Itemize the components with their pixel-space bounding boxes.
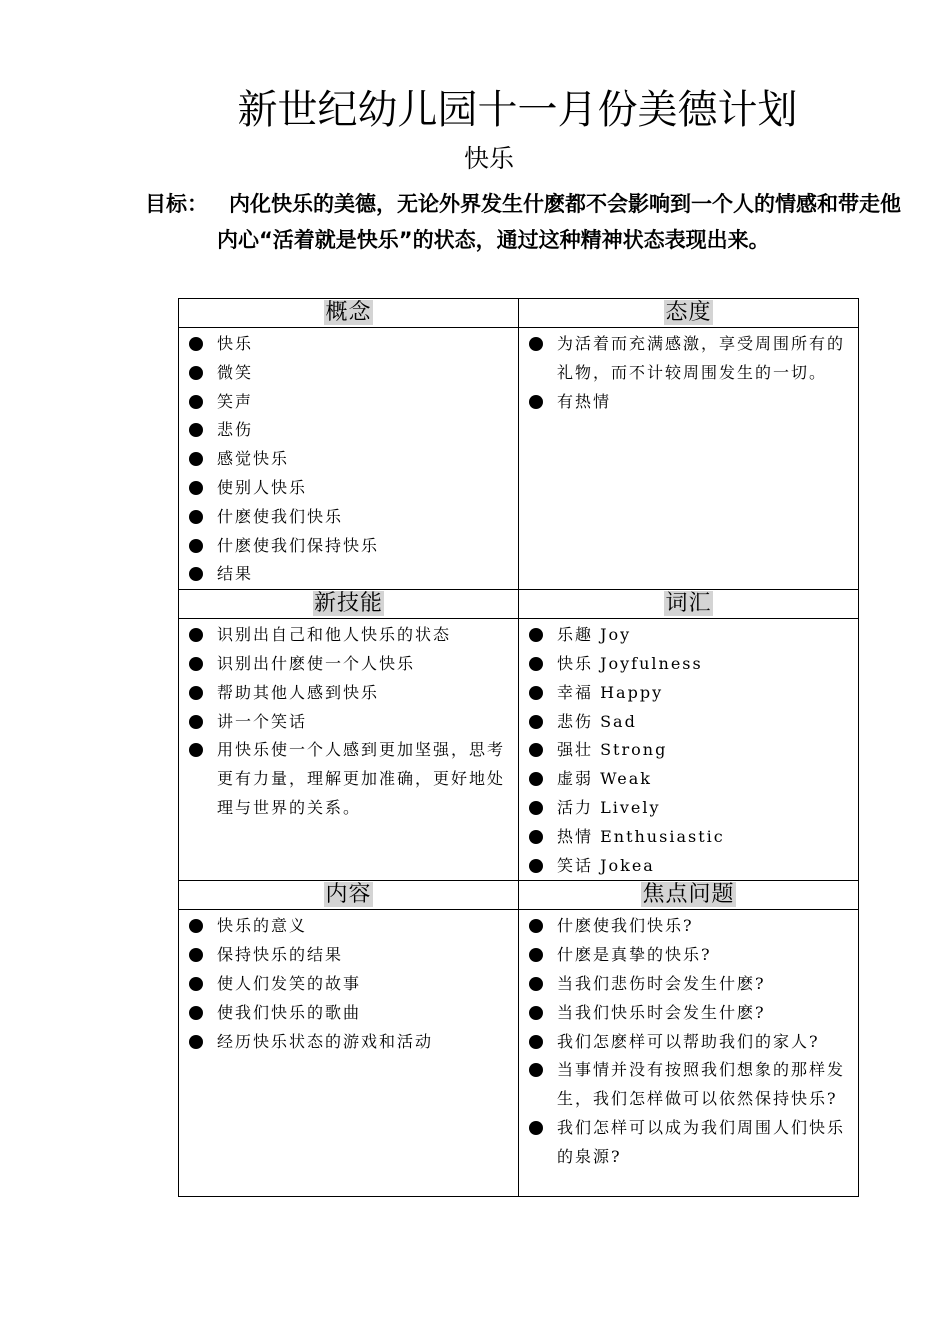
- list-item: 当事情并没有按照我们想象的那样发生，我们怎样做可以依然保持快乐?: [529, 1056, 854, 1114]
- list-item: 为活着而充满感激，享受周围所有的礼物，而不计较周围发生的一切。: [529, 330, 854, 388]
- concepts-heading-cell: [179, 299, 519, 328]
- list-item: 乐趣 Joy: [529, 621, 854, 650]
- list-item: 使我们快乐的歌曲: [189, 999, 514, 1028]
- list-item: 活力 Lively: [529, 794, 854, 823]
- goal-label: 目标：: [145, 192, 208, 216]
- list-item: 悲伤 Sad: [529, 708, 854, 737]
- list-item: 用快乐使一个人感到更加坚强，思考更有力量，理解更加准确，更好地处理与世界的关系。: [189, 736, 514, 822]
- list-item: 帮助其他人感到快乐: [189, 679, 514, 708]
- content-cell: [179, 910, 519, 1197]
- list-item: 什麽是真挚的快乐?: [529, 941, 854, 970]
- list-item: 识别出自己和他人快乐的状态: [189, 621, 514, 650]
- list-item: 笑声: [189, 388, 514, 417]
- list-item: 有热情: [529, 388, 854, 417]
- vocabulary-cell: [519, 619, 859, 881]
- questions-list: [519, 910, 858, 1171]
- list-item: 结果: [189, 560, 514, 589]
- skills-list: [179, 619, 518, 823]
- page-subtitle: 快乐: [463, 144, 514, 173]
- list-item: 讲一个笑话: [189, 708, 514, 737]
- questions-cell: [519, 910, 859, 1197]
- page-title: 新世纪幼儿园十一月份美德计划: [237, 87, 798, 133]
- attitude-heading: 态度: [665, 300, 712, 325]
- vocabulary-heading-cell: [519, 590, 859, 619]
- list-item: 强壮 Strong: [529, 736, 854, 765]
- list-item: 什麽使我们保持快乐: [189, 532, 514, 561]
- list-item: 什麽使我们快乐?: [529, 912, 854, 941]
- content-heading: 内容: [325, 882, 372, 908]
- concepts-list: [179, 328, 518, 589]
- list-item: 快乐 Joyfulness: [529, 650, 854, 679]
- list-item: 幸福 Happy: [529, 679, 854, 708]
- list-item: 微笑: [189, 359, 514, 388]
- concepts-cell: [179, 328, 519, 590]
- list-item: 悲伤: [189, 416, 514, 445]
- skills-heading: 新技能: [313, 591, 383, 617]
- vocabulary-heading: 词汇: [665, 591, 712, 617]
- list-item: 快乐的意义: [189, 912, 514, 941]
- content-heading-cell: [179, 881, 519, 910]
- list-item: 我们怎样可以成为我们周围人们快乐的泉源?: [529, 1114, 854, 1172]
- attitude-list: [519, 328, 858, 416]
- list-item: 识别出什麽使一个人快乐: [189, 650, 514, 679]
- list-item: 使人们发笑的故事: [189, 970, 514, 999]
- content-list: [179, 910, 518, 1056]
- list-item: 笑话 Jokea: [529, 852, 854, 881]
- plan-table: [178, 298, 859, 1197]
- attitude-heading-cell: [519, 299, 859, 328]
- list-item: 感觉快乐: [189, 445, 514, 474]
- list-item: 当我们快乐时会发生什麽?: [529, 999, 854, 1028]
- questions-heading-cell: [519, 881, 859, 910]
- skills-cell: [179, 619, 519, 881]
- list-item: 虚弱 Weak: [529, 765, 854, 794]
- list-item: 当我们悲伤时会发生什麽?: [529, 970, 854, 999]
- list-item: 热情 Enthusiastic: [529, 823, 854, 852]
- vocabulary-list: [519, 619, 858, 880]
- skills-heading-cell: [179, 590, 519, 619]
- list-item: 我们怎麽样可以帮助我们的家人?: [529, 1028, 854, 1057]
- list-item: 什麽使我们快乐: [189, 503, 514, 532]
- goal-text: 内化快乐的美德，无论外界发生什麽都不会影响到一个人的情感和带走他内心“活着就是快乐”的状态，通过这种精神状态表现出来。: [217, 192, 901, 252]
- concepts-heading: 概念: [325, 300, 372, 325]
- attitude-cell: [519, 328, 859, 590]
- list-item: 经历快乐状态的游戏和活动: [189, 1028, 514, 1057]
- list-item: 快乐: [189, 330, 514, 359]
- list-item: 保持快乐的结果: [189, 941, 514, 970]
- list-item: 使别人快乐: [189, 474, 514, 503]
- questions-heading: 焦点问题: [642, 882, 735, 908]
